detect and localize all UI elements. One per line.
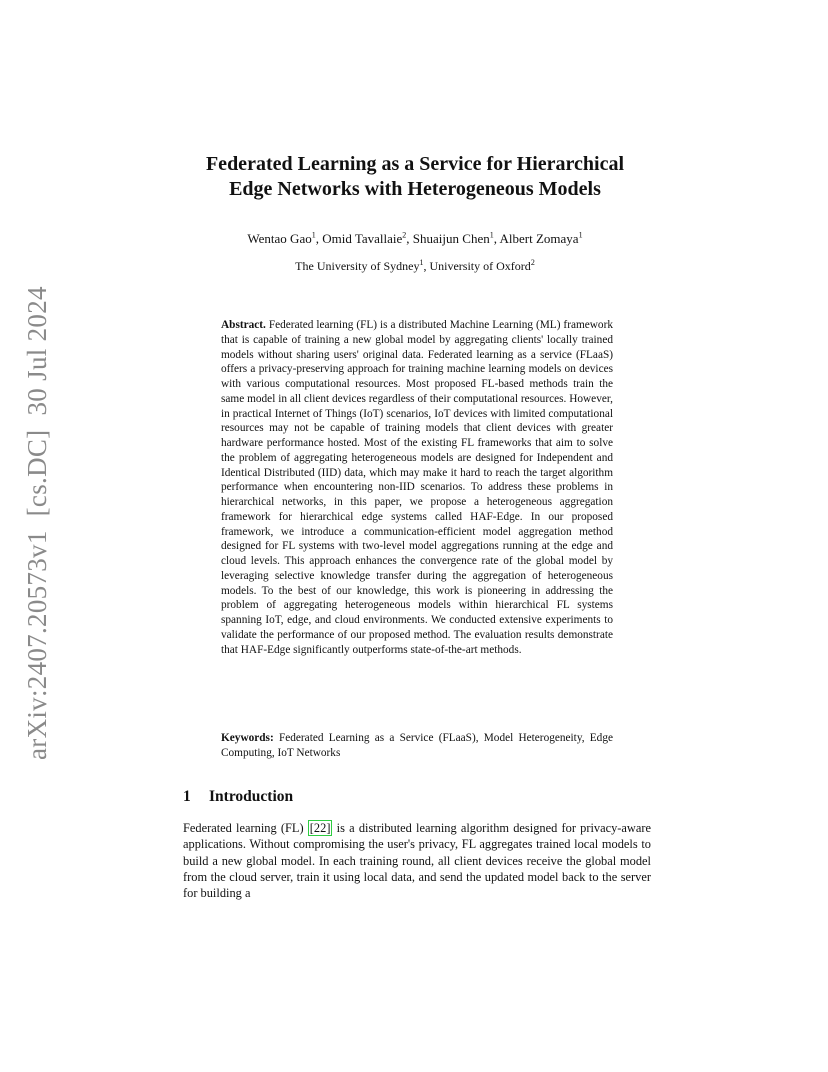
title-line-2: Edge Networks with Heterogeneous Models [229, 178, 601, 200]
author-affiliation-mark: 1 [311, 230, 316, 240]
affiliation-list [150, 258, 680, 274]
introduction-paragraph [183, 820, 651, 901]
affiliation-mark: 1 [419, 258, 424, 267]
abstract-label: Abstract. [221, 319, 266, 331]
intro-text-start: Federated learning (FL) [183, 821, 308, 835]
affiliation-name: University of Oxford [429, 259, 531, 273]
author-name: Wentao Gao [247, 231, 312, 246]
affiliation-mark: 2 [530, 258, 535, 267]
abstract [221, 318, 613, 657]
paper-title [150, 152, 680, 202]
affiliation-name: The University of Sydney [295, 259, 420, 273]
arxiv-identifier-stamp [22, 272, 53, 760]
citation-link[interactable]: [22] [309, 821, 331, 835]
author-affiliation-mark: 2 [402, 230, 407, 240]
arxiv-id: arXiv:2407.20573v1 [22, 530, 52, 760]
author-name: Shuaijun Chen [412, 231, 490, 246]
author-affiliation-mark: 1 [489, 230, 494, 240]
author-list [150, 230, 680, 247]
arxiv-date: 30 Jul 2024 [22, 286, 52, 416]
arxiv-category: [cs.DC] [22, 429, 52, 517]
intro-text-rest: is a distributed learning algorithm designed for privacy-aware applications. Without compromising the user's privacy, FL aggregates trained local models to build a new global model. In each training round, all client devices receive the global model from the cloud server, train it using local data, and send the updated model back to the server for building a [183, 821, 652, 901]
section-number: 1 [183, 788, 191, 805]
author-name: Omid Tavallaie [322, 231, 403, 246]
author-separator: , [493, 231, 500, 246]
author-name: Albert Zomaya [499, 231, 579, 246]
section-title: Introduction [209, 788, 294, 805]
author-separator: , [406, 231, 413, 246]
title-line-1: Federated Learning as a Service for Hierarchical [205, 153, 625, 175]
section-heading-introduction [183, 788, 293, 806]
abstract-text: Federated learning (FL) is a distributed Machine Learning (ML) framework that is capable of training a new global model by aggregating clients' locally trained models without sharing users' original data. Federated learning as a service (FLaaS) offers a privacy-preserving approach for training machine learning models on devices with various computational resources. Most proposed FL-based methods train the same model in all client devices regardless of their computational resources. However, in practical Internet of Things (IoT) scenarios, IoT devices with limited computational resources may not be capable of training models that client devices with greater hardware performance hosted. Most of the existing FL frameworks that aim to solve the problem of aggregating heterogeneous models are designed for Independent and Identical Distributed (IID) data, which may make it hard to reach the target algorithm performance when encountering non-IID scenarios. To address these problems in hierarchical networks, in this paper, we propose a heterogeneous aggregation framework for hierarchical edge systems called HAF-Edge. In our proposed framework, we introduce a communication-efficient model aggregation method designed for FL systems with two-level model aggregations running at the edge and cloud levels. This approach enhances the convergence rate of the global model by leveraging selective knowledge transfer during the aggregation of heterogeneous models. To the best of our knowledge, this work is pioneering in addressing the problem of aggregating heterogeneous models within hierarchical FL systems spanning IoT, edge, and cloud environments. We conducted extensive experiments to validate the performance of our proposed method. The evaluation results demonstrate that HAF-Edge significantly outperforms state-of-the-art methods. [221, 319, 613, 656]
affiliation-separator: , [423, 259, 430, 273]
author-separator: , [315, 231, 323, 246]
keywords-text: Federated Learning as a Service (FLaaS), Model Heterogeneity, Edge Computing, IoT Networks [221, 732, 613, 759]
author-affiliation-mark: 1 [578, 230, 583, 240]
keywords [221, 731, 613, 761]
keywords-label: Keywords: [221, 732, 274, 744]
